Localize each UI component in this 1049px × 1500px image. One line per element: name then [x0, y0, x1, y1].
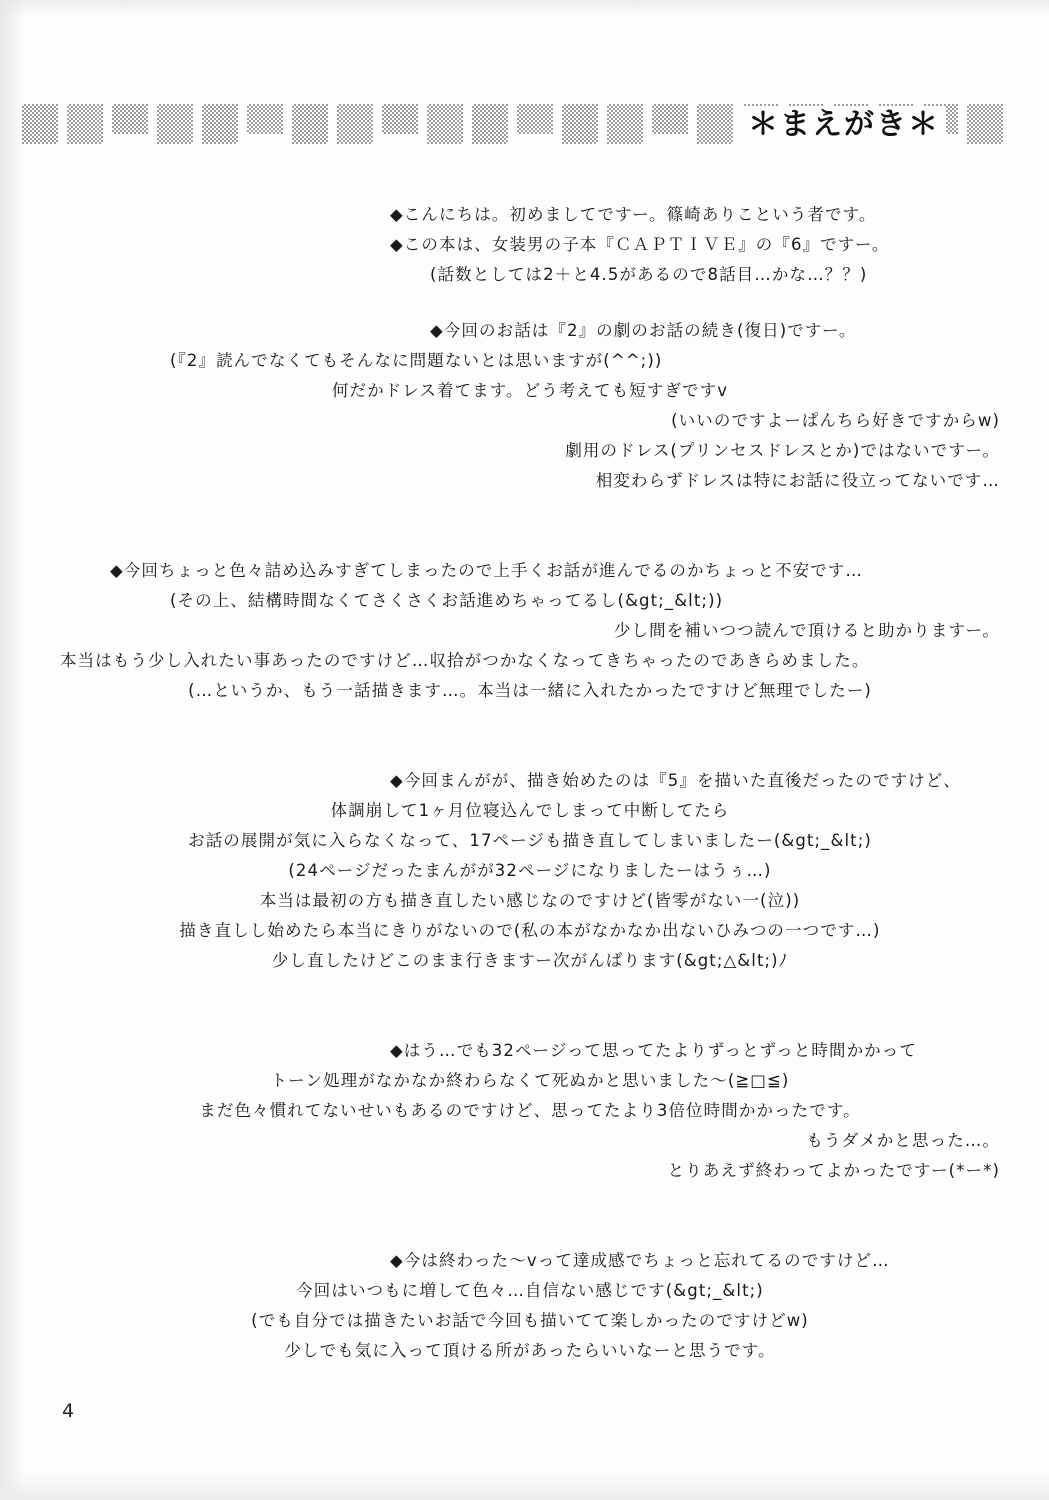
checker-block: [202, 104, 238, 144]
text-line: 体調崩して1ヶ月位寝込んでしまって中断してたら: [330, 801, 730, 820]
text-line: ◆今は終わった～vって達成感でちょっと忘れてるのですけど…: [390, 1251, 890, 1270]
checker-block: [697, 104, 733, 144]
text-line: まだ色々慣れてないせいもあるのですけど、思ってたより3倍位時間かかったです。: [199, 1101, 861, 1120]
checker-block: [472, 104, 508, 144]
text-line: とりあえず終わってよかったですー(*ー*): [667, 1161, 1000, 1180]
text-line: ◆今回まんがが、描き始めたのは『5』を描いた直後だったのですけど、: [390, 771, 961, 790]
afterword-body: [60, 200, 1000, 1392]
page-number: 4: [62, 1400, 75, 1422]
text-line: 何だかドレス着てます。どう考えても短すぎですv: [331, 381, 729, 400]
checker-block: [382, 104, 418, 134]
header-band: [22, 104, 1030, 148]
checker-block: [247, 104, 283, 134]
text-line: 少し間を補いつつ読んで頂けると助かりますー。: [613, 621, 1000, 640]
scan-edge-shading-top: [0, 0, 1049, 18]
checker-block: [67, 104, 103, 144]
paragraph-production-notes: [60, 766, 1000, 976]
checker-block: [292, 104, 328, 144]
text-line: (話数としては2＋と4.5があるので8話目…かな…？？): [430, 265, 868, 284]
text-line: ◆今回のお話は『2』の劇のお話の続き(復日)ですー。: [430, 321, 857, 340]
paragraph-pacing-notes: [60, 556, 1000, 706]
paragraph-story-notes: [60, 316, 1000, 496]
checker-block: [337, 104, 373, 144]
text-line: 少しでも気に入って頂ける所があったらいいなーと思うです。: [284, 1341, 776, 1360]
text-line: (いいのですよーぱんちら好きですからw): [671, 411, 1000, 430]
paragraph-closing-notes: [60, 1246, 1000, 1366]
checker-block: [967, 104, 1003, 144]
text-line: 本当は最初の方も描き直したい感じなのですけど(皆零がない一(泣)): [259, 891, 801, 910]
scan-edge-shading-bottom: [0, 1470, 1049, 1500]
text-line: 本当はもう少し入れたい事あったのですけど…収拾がつかなくなってきちゃったのであきらめました。: [60, 651, 870, 670]
text-line: (『2』読んでなくてもそんなに問題ないとは思いますが(^^;)): [170, 351, 663, 370]
checker-block: [157, 104, 193, 144]
checker-block: [562, 104, 598, 144]
checker-block: [517, 104, 553, 134]
checker-block: [112, 104, 148, 134]
text-line: ◆今回ちょっと色々詰め込みすぎてしまったので上手くお話が進んでるのかちょっと不安です…: [110, 561, 863, 580]
checker-block: [652, 104, 688, 134]
text-line: ◆はう…でも32ページって思ってたよりずっとずっと時間かかって: [390, 1041, 917, 1060]
text-line: トーン処理がなかなか終わらなくて死ぬかと思いました～(≧□≦): [270, 1071, 790, 1090]
text-line: (…というか、もう一話描きます…。本当は一緒に入れたかったですけど無理でしたー): [188, 681, 872, 700]
text-line: お話の展開が気に入らなくなって、17ページも描き直してしまいましたー(&gt;_&lt;): [188, 831, 872, 850]
paragraph-tone-notes: [60, 1036, 1000, 1186]
text-line: (でも自分では描きたいお話で今回も描いてて楽しかったのですけどw): [251, 1311, 809, 1330]
text-line: ◆この本は、女装男の子本『ＣＡＰＴＩＶＥ』の『6』ですー。: [390, 235, 890, 254]
checker-block: [427, 104, 463, 144]
page-title: ＊まえがき＊: [742, 106, 946, 144]
text-line: (その上、結構時間なくてさくさくお話進めちゃってるし(&gt;_&lt;)): [170, 591, 724, 610]
text-line: もうダメかと思った…。: [806, 1131, 1000, 1150]
text-line: 描き直しし始めたら本当にきりがないので(私の本がなかなか出ないひみつの一つです…): [179, 921, 881, 940]
text-line: ◆こんにちは。初めましてですー。篠崎ありこという者です。: [390, 205, 877, 224]
text-line: 今回はいつもに増して色々…自信ない感じです(&gt;_&lt;): [296, 1281, 764, 1300]
text-line: 相変わらずドレスは特にお話に役立ってないです…: [595, 471, 1000, 490]
text-line: 劇用のドレス(プリンセスドレスとか)ではないですー。: [565, 441, 1000, 460]
text-line: (24ページだったまんがが32ページになりましたーはうぅ…): [288, 861, 772, 880]
scan-edge-shading-left: [0, 0, 24, 1500]
text-line: 少し直したけどこのまま行きますー次がんばります(&gt;△&lt;)ﾉ: [271, 951, 789, 970]
paragraph-greeting: [60, 200, 1000, 290]
checker-block: [22, 104, 58, 144]
checker-block: [607, 104, 643, 144]
